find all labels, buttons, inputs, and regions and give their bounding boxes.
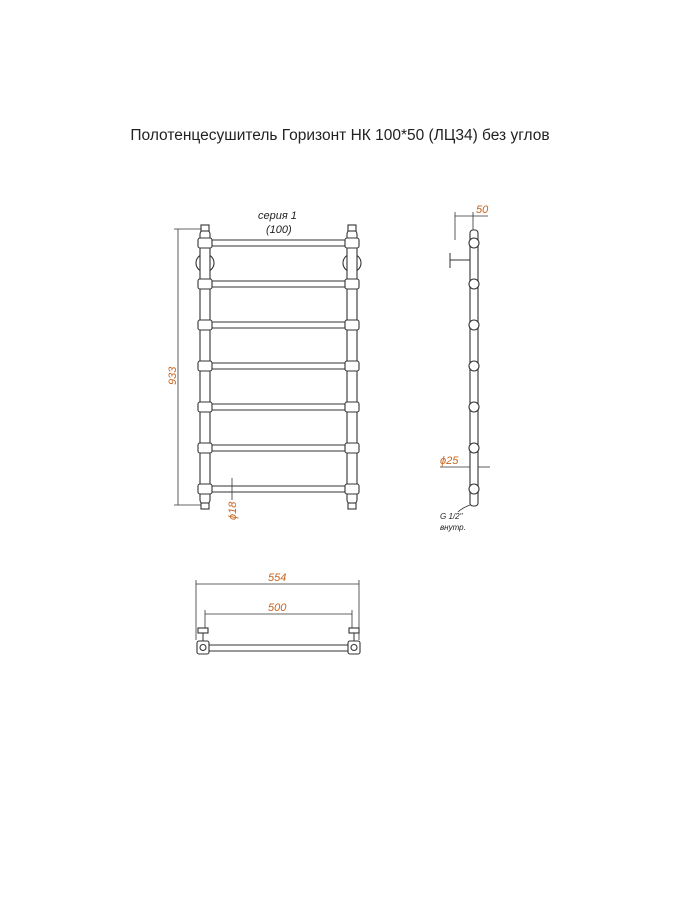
rung-joint-l-7 <box>198 484 212 494</box>
side-rung-end-4 <box>469 361 479 371</box>
rung-joint-r-6 <box>345 443 359 453</box>
top-end-left-hole <box>200 645 206 651</box>
series-label: серия 1 <box>258 210 297 222</box>
rung-joint-r-1 <box>345 238 359 248</box>
height-dim-text: 933 <box>167 366 179 385</box>
rung-joint-l-4 <box>198 361 212 371</box>
top-view <box>196 572 360 654</box>
top-mount-right <box>349 628 359 633</box>
side-view <box>440 204 490 532</box>
rung-joint-r-7 <box>345 484 359 494</box>
rung-joint-r-5 <box>345 402 359 412</box>
front-view <box>167 210 361 520</box>
side-rung-end-7 <box>469 484 479 494</box>
thread-note: внутр. <box>440 523 466 532</box>
cap-right-bottom <box>348 503 356 509</box>
thread-text: G 1/2" <box>440 512 463 521</box>
side-rung-end-5 <box>469 402 479 412</box>
rung-joint-l-3 <box>198 320 212 330</box>
side-rung-end-3 <box>469 320 479 330</box>
side-rung-end-2 <box>469 279 479 289</box>
cap-right-top <box>348 225 356 231</box>
width-inner-text: 500 <box>268 602 287 614</box>
rungs <box>198 238 359 494</box>
rung-joint-l-6 <box>198 443 212 453</box>
series-value: (100) <box>266 224 292 236</box>
rung-joint-r-2 <box>345 279 359 289</box>
rung-6 <box>210 445 347 451</box>
rung-joint-l-2 <box>198 279 212 289</box>
rung-1 <box>210 240 347 246</box>
width-outer-text: 554 <box>268 572 287 584</box>
pipe-dia-text: ϕ25 <box>440 455 459 467</box>
rung-2 <box>210 281 347 287</box>
rung-5 <box>210 404 347 410</box>
rung-4 <box>210 363 347 369</box>
side-rung-end-1 <box>469 238 479 248</box>
rung-joint-r-3 <box>345 320 359 330</box>
rung-3 <box>210 322 347 328</box>
thread-leader <box>458 505 470 512</box>
side-rung-end-6 <box>469 443 479 453</box>
top-end-right-hole <box>351 645 357 651</box>
depth-dim-text: 50 <box>476 204 489 216</box>
rung-joint-l-5 <box>198 402 212 412</box>
rung-7 <box>210 486 347 492</box>
bar-dia-text: ϕ18 <box>227 501 239 520</box>
top-rung <box>203 645 354 651</box>
rung-joint-r-4 <box>345 361 359 371</box>
cap-left-bottom <box>201 503 209 509</box>
cap-left-top <box>201 225 209 231</box>
page-title: Полотенцесушитель Горизонт НК 100*50 (ЛЦ34) без углов <box>130 127 550 144</box>
top-mount-left <box>198 628 208 633</box>
rung-joint-l-1 <box>198 238 212 248</box>
